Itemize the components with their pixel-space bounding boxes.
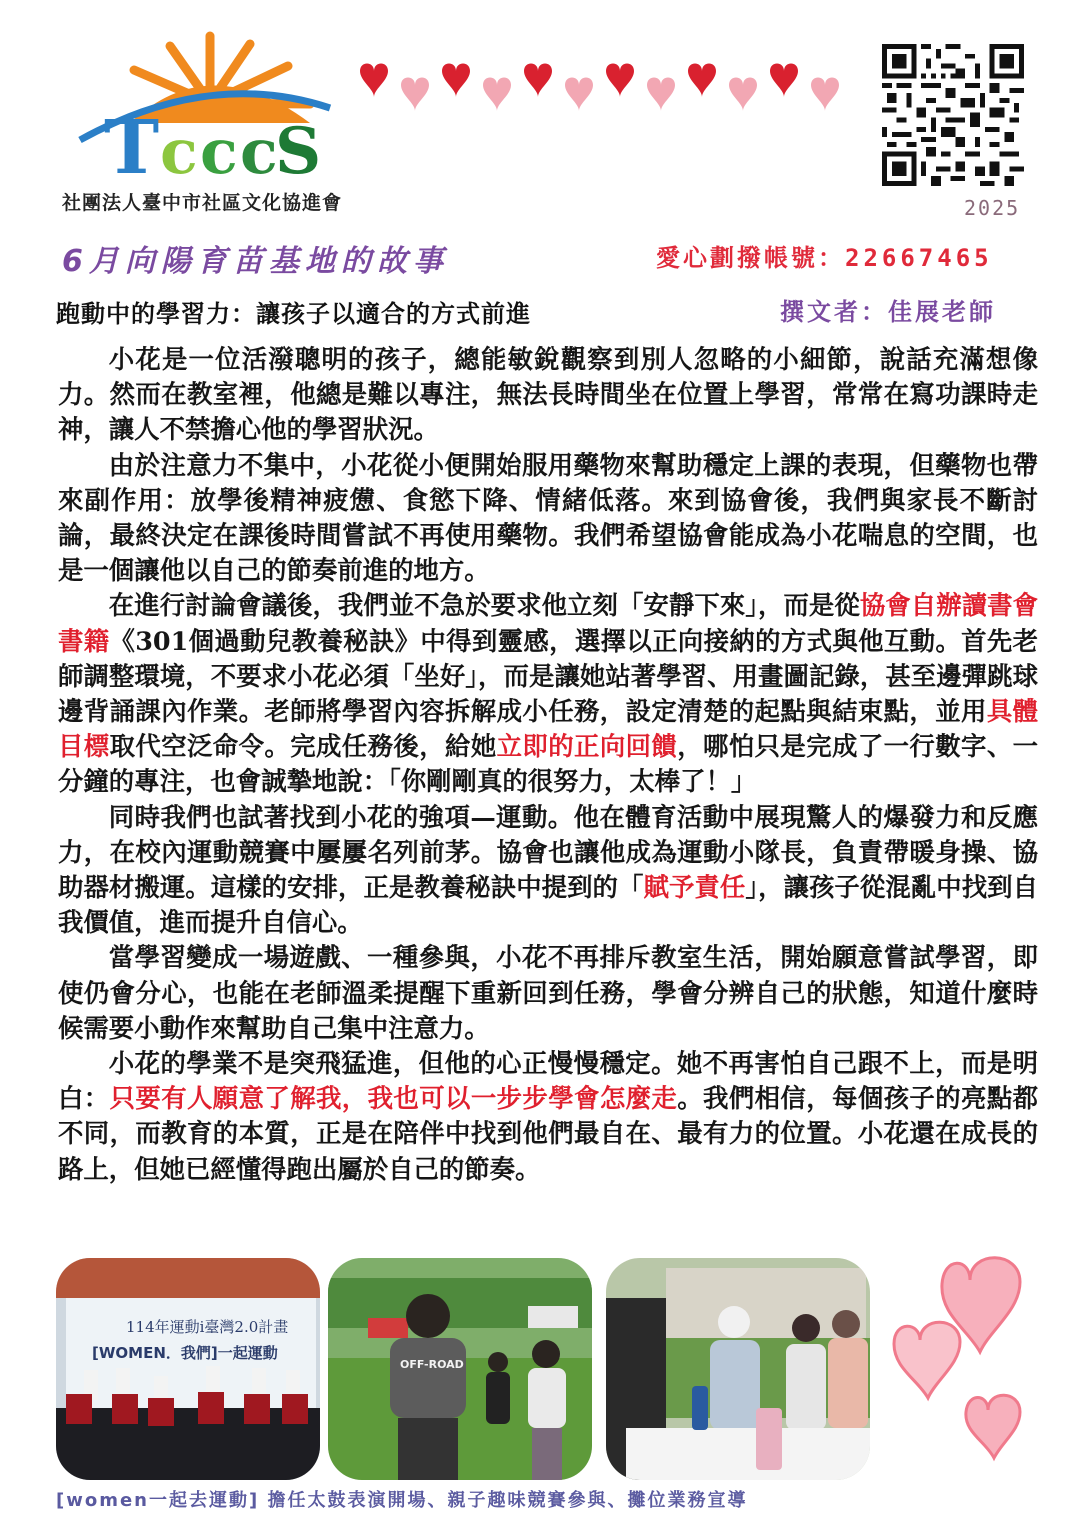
highlight-positive-feedback: 立即的正向回饋 <box>496 731 678 762</box>
paragraph-3-text-b: 《301個過動兒教養秘訣》中得到靈感，選擇以正向接納的方式與他互動。首先老師調整環境，不要求小花必須「坐好」，而是讓她站著學習、用畫圖記錄，甚至邊彈跳球邊背誦課內作業。老師將學習內容拆解成小任務，設定清楚的起點與結束點，並用 <box>58 625 1038 727</box>
paragraph-1: 小花是一位活潑聰明的孩子，總能敏銳觀察到別人忽略的小細節，說話充滿想像力。然而在教室裡，他總是難以專注，無法長時間坐在位置上學習，常常在寫功課時走神，讓人不禁擔心他的學習狀況。 <box>58 344 1038 445</box>
hearts-decoration-cluster <box>880 1240 1060 1490</box>
banner-line-2: [WOMEN．我們]一起運動 <box>92 1344 278 1362</box>
year-label: 2025 <box>964 196 1021 220</box>
highlight-quote: 只要有人願意了解我，我也可以一步步學會怎麼走 <box>109 1083 678 1114</box>
svg-text:c: c <box>160 115 198 188</box>
paragraph-3-text-a: 在進行討論會議後，我們並不急於要求他立刻「安靜下來」，而是從 <box>108 590 860 621</box>
photo-caption: [women一起去運動] 擔任太鼓表演開場、親子趣味競賽參與、攤位業務宣導 <box>56 1490 748 1511</box>
highlight-concrete-goals: 具體目標 <box>58 696 1039 762</box>
banner-line-1: 114年運動i臺灣2.0計畫 <box>126 1318 289 1336</box>
article-body <box>58 342 1038 1187</box>
svg-text:S: S <box>275 114 322 189</box>
donation-account-label: 愛心劃撥帳號： <box>656 244 845 272</box>
svg-text:c: c <box>240 115 278 188</box>
paragraph-5: 當學習變成一場遊戲、一種參與，小花不再排斥教室生活，開始願意嘗試學習，即使仍會分心，也能在老師溫柔提醒下重新回到任務，學會分辨自己的狀態，知道什麼時候需要小動作來幫助自己集中注意力。 <box>58 942 1038 1043</box>
org-name: 社團法人臺中市社區文化協進會 <box>62 192 343 214</box>
paragraph-3-text-d: ，哪怕只是完成了一行數字、一分鐘的專注，也會誠摯地說：「你剛剛真的很努力，太棒了！」 <box>58 731 1039 797</box>
story-title: 6月向陽育苗基地的故事 <box>62 244 449 279</box>
paragraph-4 <box>58 800 1038 941</box>
paragraph-3 <box>58 588 1038 799</box>
paragraph-4-text-b: 」，讓孩子從混亂中找到自我價值，進而提升自信心。 <box>58 872 1039 938</box>
logo-letter-t: T <box>104 105 160 191</box>
hearts-decoration-row <box>355 55 845 125</box>
photo-drum-performance <box>56 1258 320 1480</box>
photo-info-booth <box>606 1258 870 1480</box>
paragraph-6-text-a: 小花的學業不是突飛猛進，但他的心正慢慢穩定。她不再害怕自己跟不上，而是明白： <box>58 1048 1038 1114</box>
qr-code[interactable] <box>882 44 1024 186</box>
svg-text:c: c <box>200 115 238 188</box>
paragraph-3-text-c: 取代空泛命令。完成任務後，給她 <box>109 731 497 762</box>
donation-account <box>656 238 993 273</box>
highlight-book-club: 協會自辦讀書會書籍 <box>58 590 1039 656</box>
paragraph-2: 由於注意力不集中，小花從小便開始服用藥物來幫助穩定上課的表現，但藥物也帶來副作用：放學後精神疲憊、食慾下降、情緒低落。來到協會後，我們與家長不斷討論，最終決定在課後時間嘗試不再使用藥物。我們希望協會能成為小花喘息的空間，也是一個讓他以自己的節奏前進的地方。 <box>58 449 1038 586</box>
highlight-responsibility: 賦予責任 <box>643 872 746 903</box>
heart-icon-group <box>360 64 839 112</box>
donation-account-number: 22667465 <box>845 244 993 272</box>
photo-family-games <box>328 1258 592 1480</box>
paragraph-4-text-a: 同時我們也試著找到小花的強項—運動。他在體育活動中展現驚人的爆發力和反應力，在校內運動競賽中屢屢名列前茅。協會也讓他成為運動小隊長，負責帶暖身操、協助器材搬運。這樣的安排，正是教養秘訣中提到的「 <box>58 801 1038 903</box>
paragraph-6-text-b: 。我們相信，每個孩子的亮點都不同，而教育的本質，正是在陪伴中找到他們最自在、最有力的位置。小花還在成長的路上，但她已經懂得跑出屬於自己的節奏。 <box>58 1083 1039 1184</box>
article-headline: 跑動中的學習力：讓孩子以適合的方式前進 <box>56 299 531 328</box>
article-author: 撰文者：佳展老師 <box>780 298 996 326</box>
paragraph-6 <box>58 1046 1038 1187</box>
shirt-text: OFF-ROAD <box>400 1358 464 1371</box>
